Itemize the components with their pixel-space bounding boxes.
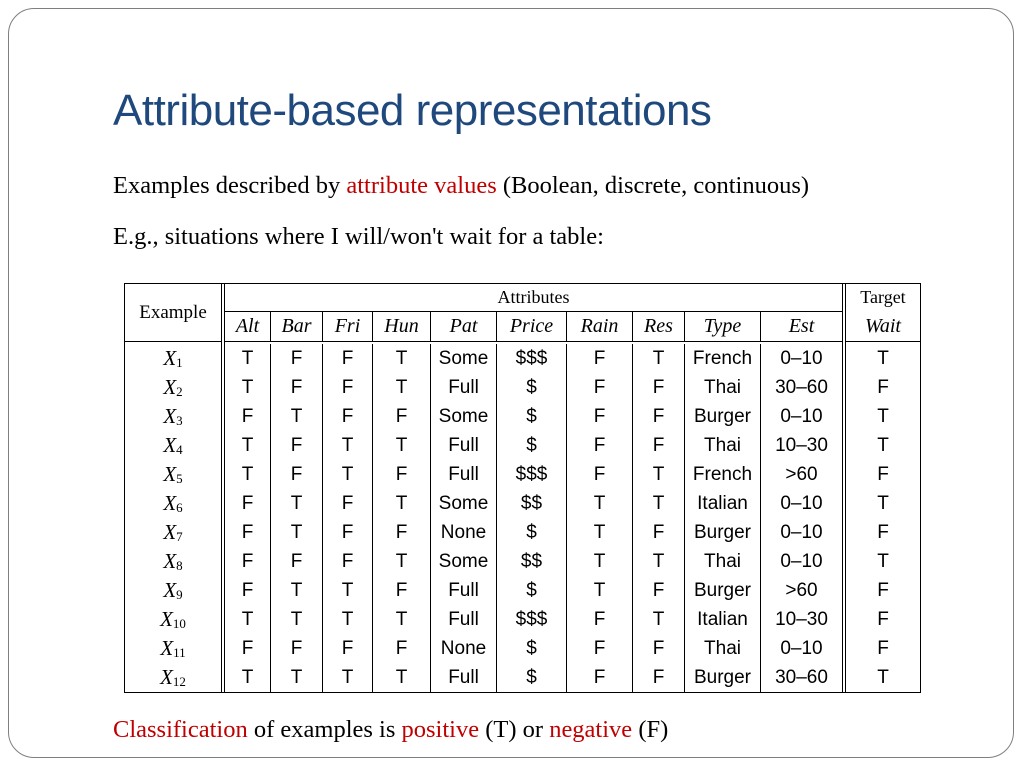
cell-res: F bbox=[633, 431, 685, 460]
cell-wait: T bbox=[877, 550, 889, 572]
example-index: 6 bbox=[176, 499, 183, 515]
cell-est: 0–10 bbox=[780, 405, 823, 427]
cell-hun: T bbox=[373, 431, 431, 460]
cell-est: >60 bbox=[785, 579, 818, 601]
cell-price: $ bbox=[497, 402, 567, 431]
example-symbol: X bbox=[163, 462, 177, 486]
cell-type: French bbox=[685, 344, 761, 373]
cell-rain: T bbox=[567, 547, 633, 576]
table-row bbox=[225, 402, 842, 431]
cell-wait: F bbox=[877, 637, 889, 659]
cell-hun: F bbox=[373, 518, 431, 547]
cell-price: $ bbox=[497, 373, 567, 402]
cell-price: $$$ bbox=[497, 605, 567, 634]
cell-res: T bbox=[633, 489, 685, 518]
cell-price: $$ bbox=[497, 547, 567, 576]
cell-rain: F bbox=[567, 605, 633, 634]
cell-hun: F bbox=[373, 402, 431, 431]
example-symbol: X bbox=[163, 346, 177, 370]
table-row bbox=[225, 489, 842, 518]
example-index: 1 bbox=[176, 354, 183, 370]
example-label bbox=[125, 460, 221, 489]
table-row bbox=[225, 547, 842, 576]
cell-wait: F bbox=[877, 521, 889, 543]
example-column bbox=[125, 284, 225, 692]
cell-est: 0–10 bbox=[780, 550, 823, 572]
cell-wait: F bbox=[877, 376, 889, 398]
cell-fri: F bbox=[323, 634, 373, 663]
text-segment: (T) or bbox=[479, 716, 550, 743]
cell-alt: F bbox=[225, 518, 271, 547]
cell-alt: F bbox=[225, 634, 271, 663]
target-sub-header: Wait bbox=[846, 312, 920, 342]
cell-bar: T bbox=[271, 489, 323, 518]
cell-est: 0–10 bbox=[780, 492, 823, 514]
attribute-names-row bbox=[225, 312, 842, 342]
cell-type: Burger bbox=[685, 663, 761, 692]
cell-type: Thai bbox=[685, 431, 761, 460]
cell-fri: T bbox=[323, 663, 373, 692]
cell-fri: T bbox=[323, 460, 373, 489]
cell-est: 30–60 bbox=[775, 376, 828, 398]
highlight-positive: positive bbox=[401, 716, 480, 743]
cell-est: >60 bbox=[785, 463, 818, 485]
cell-bar: T bbox=[271, 518, 323, 547]
cell-pat: Full bbox=[431, 373, 497, 402]
table-row bbox=[225, 634, 842, 663]
cell-bar: F bbox=[271, 547, 323, 576]
cell-pat: Some bbox=[431, 547, 497, 576]
table-row bbox=[225, 460, 842, 489]
attribute-name-res: Res bbox=[633, 312, 685, 341]
example-index: 10 bbox=[172, 615, 186, 631]
cell-res: F bbox=[633, 518, 685, 547]
text-line-eg: E.g., situations where I will/won't wait for a table: bbox=[113, 223, 604, 250]
example-symbol: X bbox=[160, 607, 173, 631]
attribute-rows bbox=[225, 342, 842, 692]
example-symbol: X bbox=[160, 636, 174, 660]
example-symbol: X bbox=[163, 549, 177, 573]
cell-rain: F bbox=[567, 402, 633, 431]
example-header: Example bbox=[125, 284, 221, 342]
cell-hun: T bbox=[373, 489, 431, 518]
cell-wait: T bbox=[877, 347, 889, 369]
cell-hun: T bbox=[373, 663, 431, 692]
cell-type: Burger bbox=[685, 576, 761, 605]
cell-est: 0–10 bbox=[780, 521, 823, 543]
example-label bbox=[125, 663, 221, 692]
cell-pat: Full bbox=[431, 460, 497, 489]
cell-wait: F bbox=[877, 463, 889, 485]
example-label bbox=[125, 344, 221, 373]
example-label bbox=[125, 489, 221, 518]
cell-hun: F bbox=[373, 634, 431, 663]
cell-pat: Some bbox=[431, 344, 497, 373]
table-row bbox=[225, 373, 842, 402]
cell-type: Italian bbox=[685, 489, 761, 518]
highlight-attribute-values: attribute values bbox=[346, 172, 497, 199]
text-segment: of examples is bbox=[247, 716, 402, 743]
cell-pat: Some bbox=[431, 402, 497, 431]
cell-fri: F bbox=[323, 518, 373, 547]
text-line-classification bbox=[113, 716, 668, 744]
example-rows bbox=[125, 342, 221, 692]
cell-rain: F bbox=[567, 344, 633, 373]
example-label bbox=[125, 373, 221, 402]
cell-bar: F bbox=[271, 460, 323, 489]
table-row bbox=[225, 576, 842, 605]
cell-res: F bbox=[633, 402, 685, 431]
cell-rain: F bbox=[567, 460, 633, 489]
cell-wait: T bbox=[877, 666, 889, 688]
cell-res: F bbox=[633, 373, 685, 402]
table-row bbox=[225, 431, 842, 460]
table-row bbox=[225, 518, 842, 547]
cell-fri: F bbox=[323, 402, 373, 431]
cell-alt: T bbox=[225, 663, 271, 692]
cell-fri: F bbox=[323, 547, 373, 576]
attributes-header: Attributes bbox=[225, 284, 842, 312]
table-row bbox=[225, 663, 842, 692]
target-column bbox=[842, 284, 920, 692]
cell-wait: T bbox=[877, 405, 889, 427]
cell-est: 30–60 bbox=[775, 666, 828, 688]
cell-pat: Full bbox=[431, 576, 497, 605]
cell-alt: T bbox=[225, 460, 271, 489]
cell-type: Burger bbox=[685, 518, 761, 547]
cell-alt: F bbox=[225, 489, 271, 518]
cell-rain: F bbox=[567, 634, 633, 663]
cell-price: $$$ bbox=[497, 344, 567, 373]
cell-res: F bbox=[633, 576, 685, 605]
attribute-name-type: Type bbox=[685, 312, 761, 341]
example-symbol: X bbox=[163, 404, 177, 428]
cell-price: $ bbox=[497, 634, 567, 663]
cell-rain: F bbox=[567, 373, 633, 402]
cell-hun: F bbox=[373, 460, 431, 489]
cell-bar: F bbox=[271, 373, 323, 402]
example-index: 5 bbox=[176, 470, 183, 486]
cell-hun: F bbox=[373, 576, 431, 605]
cell-price: $ bbox=[497, 576, 567, 605]
cell-hun: T bbox=[373, 344, 431, 373]
table-row bbox=[225, 344, 842, 373]
cell-bar: T bbox=[271, 576, 323, 605]
slide-title: Attribute-based representations bbox=[113, 86, 712, 135]
cell-type: Italian bbox=[685, 605, 761, 634]
attribute-name-rain: Rain bbox=[567, 312, 633, 341]
cell-est: 0–10 bbox=[780, 637, 823, 659]
attributes-column-group bbox=[225, 284, 842, 692]
attribute-name-price: Price bbox=[497, 312, 567, 341]
cell-fri: F bbox=[323, 344, 373, 373]
text-segment: Examples described by bbox=[113, 172, 347, 199]
example-symbol: X bbox=[163, 578, 177, 602]
cell-price: $ bbox=[497, 663, 567, 692]
attribute-table bbox=[124, 283, 921, 693]
highlight-classification: Classification bbox=[113, 716, 248, 743]
example-index: 12 bbox=[172, 673, 186, 689]
cell-price: $$$ bbox=[497, 460, 567, 489]
cell-type: French bbox=[685, 460, 761, 489]
cell-type: Thai bbox=[685, 547, 761, 576]
cell-res: F bbox=[633, 634, 685, 663]
attribute-name-est: Est bbox=[788, 315, 815, 338]
cell-pat: Full bbox=[431, 663, 497, 692]
example-label bbox=[125, 431, 221, 460]
example-index: 4 bbox=[176, 441, 183, 457]
cell-alt: T bbox=[225, 605, 271, 634]
cell-alt: F bbox=[225, 402, 271, 431]
example-symbol: X bbox=[163, 433, 177, 457]
cell-rain: T bbox=[567, 518, 633, 547]
cell-alt: T bbox=[225, 344, 271, 373]
highlight-negative: negative bbox=[549, 716, 633, 743]
example-symbol: X bbox=[163, 491, 177, 515]
example-symbol: X bbox=[160, 665, 173, 689]
example-label bbox=[125, 576, 221, 605]
target-rows bbox=[846, 342, 920, 692]
example-index: 2 bbox=[176, 383, 183, 399]
cell-rain: F bbox=[567, 663, 633, 692]
text-segment: (Boolean, discrete, continuous) bbox=[496, 172, 810, 199]
cell-est: 10–30 bbox=[775, 434, 828, 456]
cell-type: Thai bbox=[685, 373, 761, 402]
cell-fri: T bbox=[323, 605, 373, 634]
cell-pat: Some bbox=[431, 489, 497, 518]
cell-wait: T bbox=[877, 434, 889, 456]
example-label bbox=[125, 605, 221, 634]
attribute-name-fri: Fri bbox=[323, 312, 373, 341]
cell-price: $$ bbox=[497, 489, 567, 518]
cell-pat: Full bbox=[431, 431, 497, 460]
cell-hun: T bbox=[373, 373, 431, 402]
cell-alt: F bbox=[225, 576, 271, 605]
cell-wait: T bbox=[877, 492, 889, 514]
example-label bbox=[125, 518, 221, 547]
cell-wait: F bbox=[877, 579, 889, 601]
attribute-name-alt: Alt bbox=[225, 312, 271, 341]
cell-type: Burger bbox=[685, 402, 761, 431]
attribute-name-bar: Bar bbox=[271, 312, 323, 341]
cell-hun: T bbox=[373, 605, 431, 634]
cell-fri: F bbox=[323, 373, 373, 402]
example-index: 7 bbox=[176, 528, 183, 544]
cell-bar: T bbox=[271, 402, 323, 431]
cell-res: T bbox=[633, 547, 685, 576]
example-label bbox=[125, 402, 221, 431]
attribute-name-hun: Hun bbox=[373, 312, 431, 341]
cell-rain: T bbox=[567, 489, 633, 518]
cell-alt: T bbox=[225, 431, 271, 460]
cell-pat: Full bbox=[431, 605, 497, 634]
example-index: 11 bbox=[173, 644, 186, 660]
cell-pat: None bbox=[431, 634, 497, 663]
example-index: 8 bbox=[176, 557, 183, 573]
cell-bar: F bbox=[271, 344, 323, 373]
cell-price: $ bbox=[497, 431, 567, 460]
example-symbol: X bbox=[163, 520, 177, 544]
cell-est: 10–30 bbox=[775, 608, 828, 630]
example-index: 3 bbox=[176, 412, 183, 428]
example-label bbox=[125, 547, 221, 576]
cell-alt: T bbox=[225, 373, 271, 402]
cell-hun: T bbox=[373, 547, 431, 576]
cell-bar: F bbox=[271, 431, 323, 460]
cell-bar: T bbox=[271, 663, 323, 692]
cell-wait: F bbox=[877, 608, 889, 630]
cell-type: Thai bbox=[685, 634, 761, 663]
cell-rain: T bbox=[567, 576, 633, 605]
cell-pat: None bbox=[431, 518, 497, 547]
cell-bar: F bbox=[271, 634, 323, 663]
cell-price: $ bbox=[497, 518, 567, 547]
cell-res: T bbox=[633, 460, 685, 489]
cell-res: T bbox=[633, 344, 685, 373]
cell-res: F bbox=[633, 663, 685, 692]
cell-alt: F bbox=[225, 547, 271, 576]
table-row bbox=[225, 605, 842, 634]
cell-fri: T bbox=[323, 431, 373, 460]
cell-fri: F bbox=[323, 489, 373, 518]
cell-est: 0–10 bbox=[780, 347, 823, 369]
attribute-name-pat: Pat bbox=[431, 312, 497, 341]
example-symbol: X bbox=[163, 375, 177, 399]
cell-fri: T bbox=[323, 576, 373, 605]
cell-res: T bbox=[633, 605, 685, 634]
cell-rain: F bbox=[567, 431, 633, 460]
text-segment: (F) bbox=[632, 716, 669, 743]
text-line-examples bbox=[113, 172, 809, 200]
target-header: Target bbox=[860, 287, 906, 308]
cell-bar: T bbox=[271, 605, 323, 634]
example-label bbox=[125, 634, 221, 663]
example-index: 9 bbox=[176, 586, 183, 602]
